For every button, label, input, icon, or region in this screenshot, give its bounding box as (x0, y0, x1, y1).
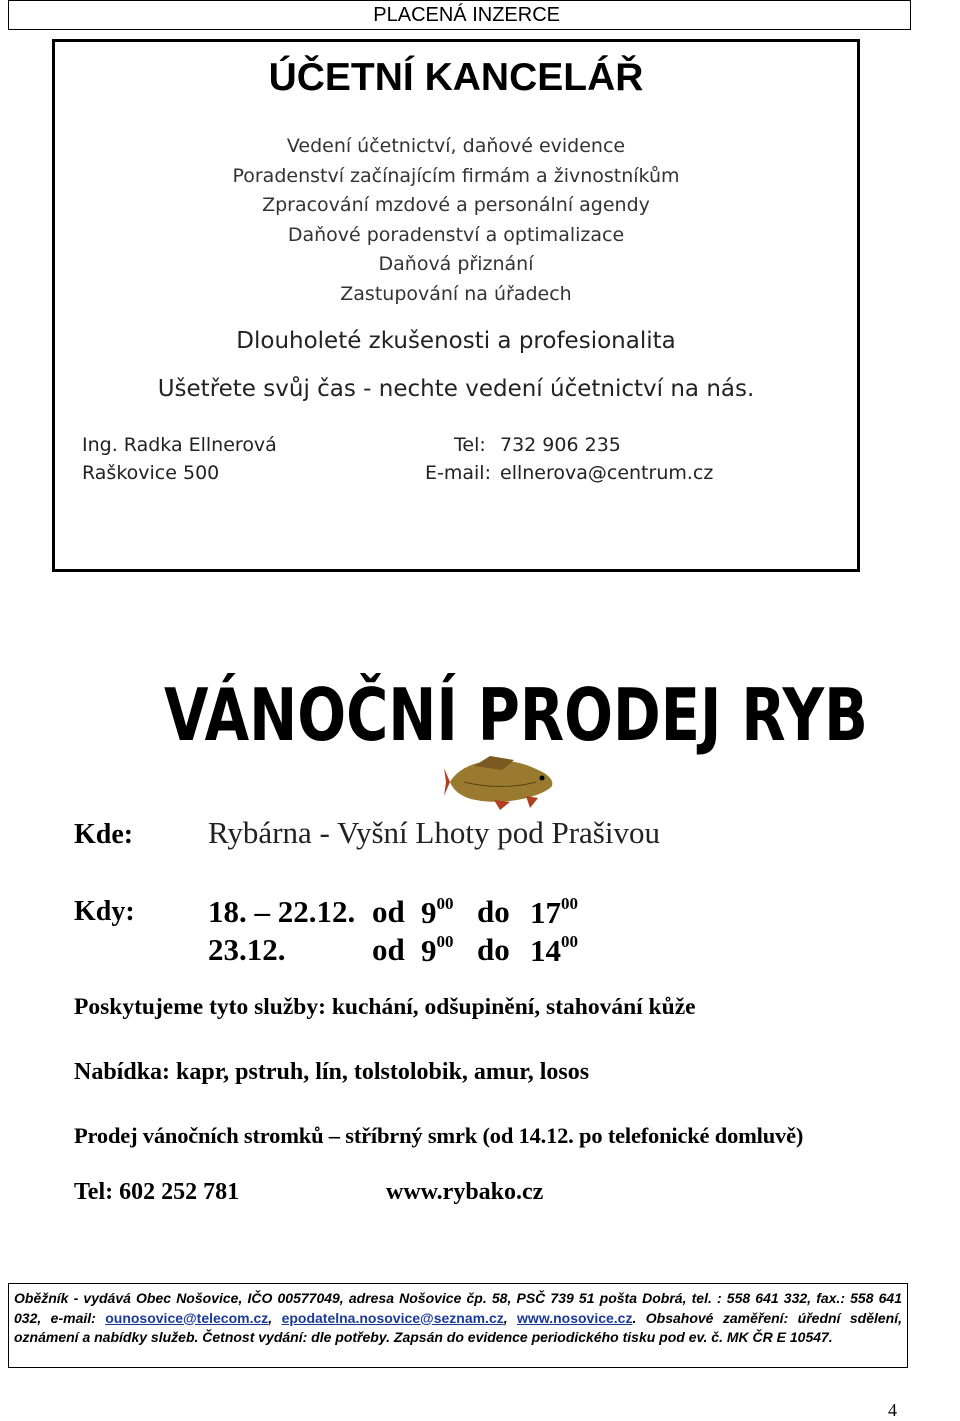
fish-sale-title-text: VÁNOČNÍ PRODEJ RYB (164, 673, 868, 757)
footer-epodatelna-link[interactable]: epodatelna.nosovice@seznam.cz (281, 1309, 504, 1326)
fish-web: www.rybako.cz (386, 1179, 544, 1205)
footer-text-1: Oběžník - vydává Obec Nošovice, IČO 00577049, adresa Nošovice čp. 58, PSČ 739 51 pošta Dobrá, tel. : 558 641 332, fax.: 558 641 032, e-mail: (14, 1290, 902, 1326)
header-bar (8, 0, 911, 30)
footer-email-link[interactable]: ounosovice@telecom.cz (105, 1309, 269, 1326)
fish-tel: Tel: 602 252 781 (74, 1179, 240, 1205)
accounting-ad (52, 39, 860, 572)
christmas-trees: Prodej vánočních stromků – stříbrný smrk (od 14.12. po telefonické domluvě) (74, 1123, 804, 1148)
page-number: 4 (888, 1400, 897, 1420)
tagline-save-time: Ušetřete svůj čas - nechte vedení účetnictví na nás. (157, 376, 755, 402)
service-item: Zpracování mzdové a personální agendy (262, 194, 650, 216)
footer-web-link[interactable]: www.nosovice.cz (517, 1309, 633, 1326)
tagline-experience: Dlouholeté zkušenosti a profesionalita (236, 328, 676, 354)
service-item: Vedení účetnictví, daňové evidence (286, 135, 626, 157)
where-label: Kde: (74, 819, 134, 850)
contact-name: Ing. Radka Ellnerová (82, 434, 277, 456)
when-close-1: $17^{00}$ (530, 894, 578, 930)
fish-sale-title (160, 668, 872, 757)
service-item: Daňová přiznání (378, 253, 534, 275)
service-item: Zastupování na úřadech (340, 282, 572, 305)
footer-text-2: . Obsahové zaměření: úřední sdělení, oznámení a nabídky služeb. Četnost vydání: dle potřeby. Zapsán do evidence periodického tisku pod ev. č. MK ČR E 10547. (14, 1309, 902, 1345)
tel-value: 732 906 235 (500, 434, 621, 456)
tel-label: Tel: (454, 434, 486, 456)
when-open-1: $9^{00}$ (421, 894, 454, 930)
fish-offer: Nabídka: kapr, pstruh, lín, tolstolobik, amur, losos (74, 1059, 590, 1085)
services-list (55, 132, 857, 309)
when-od-2: od (372, 932, 405, 967)
service-item: Daňové poradenství a optimalizace (287, 223, 625, 246)
when-dates-1: 18. – 22.12. (208, 894, 356, 929)
when-close-2: $14^{00}$ (530, 932, 578, 968)
carp-icon (444, 752, 564, 812)
footer-imprint: Oběžník - vydává Obec Nošovice, IČO 00577049, adresa Nošovice čp. 58, PSČ 739 51 pošta Dobrá, tel. : 558 641 332, fax.: 558 641 032, e-mail: ounosovice@telecom.cz, epodatelna.nosovice@seznam.cz, www.nosovice.cz. Obsahové zaměření: úřední sdělení, oznámení a nabídky služeb. Četnost vydání: dle potřeby. Zapsán do evidence periodického tisku pod ev. č. MK ČR E 10547. (8, 1283, 908, 1368)
when-label: Kdy: (74, 896, 135, 927)
when-dates-2: 23.12. (208, 932, 286, 967)
when-open-2: $9^{00}$ (421, 932, 454, 968)
when-do-2: do (477, 932, 510, 967)
ad-title: ÚČETNÍ KANCELÁŘ (268, 56, 644, 99)
when-do-1: do (477, 894, 510, 929)
email-value: ellnerova@centrum.cz (500, 462, 714, 484)
header-label: PLACENÁ INZERCE (373, 4, 560, 26)
service-item: Poradenství začínajícím firmám a živnostníkům (232, 164, 680, 187)
where-value: Rybárna - Vyšní Lhoty pod Prašivou (208, 815, 660, 850)
email-label: E-mail: (425, 462, 491, 484)
services-offered: Poskytujeme tyto služby: kuchání, odšupinění, stahování kůže (74, 994, 696, 1020)
contact-address: Raškovice 500 (82, 462, 220, 484)
when-od-1: od (372, 894, 405, 929)
